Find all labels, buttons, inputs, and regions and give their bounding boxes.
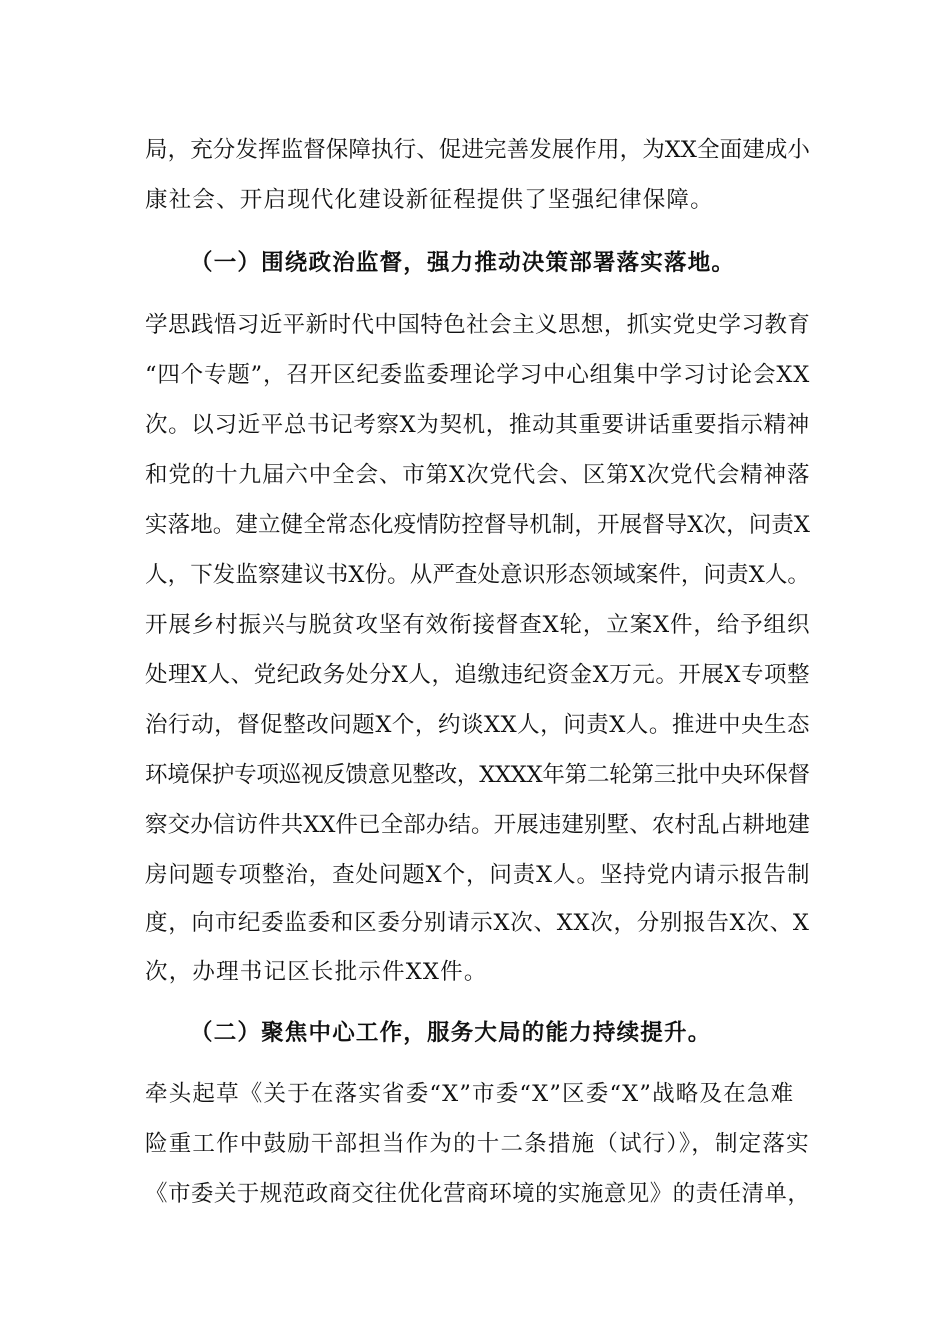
section-2-line-1: 牵头起草《关于在落实省委“X”市委“X”区委“X”战略及在急难	[145, 1081, 795, 1107]
section-2-line-3: 《市委关于规范政商交往优化营商环境的实施意见》的责任清单，	[145, 1181, 811, 1207]
section-1-line-7: 开展乡村振兴与脱贫攻坚有效衔接督查X轮，立案X件，给予组织	[145, 612, 811, 638]
section-1-line-1: 学思践悟习近平新时代中国特色社会主义思想，抓实党史学习教育	[145, 312, 811, 338]
section-1-line-14: 次，办理书记区长批示件XX件。	[145, 959, 488, 985]
section-1-heading: （一）围绕政治监督，强力推动决策部署落实落地。	[190, 250, 736, 276]
section-1-line-2: “四个专题”，召开区纪委监委理论学习中心组集中学习讨论会XX	[145, 362, 811, 388]
section-1-line-11: 察交办信访件共XX件已全部办结。开展违建别墅、农村乱占耕地建	[145, 812, 811, 838]
intro-line-1: 局，充分发挥监督保障执行、促进完善发展作用，为XX全面建成小	[145, 137, 811, 163]
section-1-line-9: 治行动，督促整改问题X个，约谈XX人，问责X人。推进中央生态	[145, 712, 811, 738]
section-1-line-10: 环境保护专项巡视反馈意见整改，XXXX年第二轮第三批中央环保督	[145, 762, 810, 788]
section-1-line-8: 处理X人、党纪政务处分X人，追缴违纪资金X万元。开展X专项整	[145, 662, 811, 688]
intro-line-2: 康社会、开启现代化建设新征程提供了坚强纪律保障。	[145, 187, 714, 213]
section-1-line-13: 度，向市纪委监委和区委分别请示X次、XX次，分别报告X次、X	[145, 910, 810, 936]
section-2-line-2: 险重工作中鼓励干部担当作为的十二条措施（试行）》，制定落实	[145, 1131, 810, 1157]
section-1-line-4: 和党的十九届六中全会、市第X次党代会、区第X次党代会精神落	[145, 462, 811, 488]
section-1-line-3: 次。以习近平总书记考察X为契机，推动其重要讲话重要指示精神	[145, 412, 810, 438]
section-1-line-6: 人，下发监察建议书X份。从严查处意识形态领域案件，问责X人。	[145, 562, 811, 588]
section-1-line-5: 实落地。建立健全常态化疫情防控督导机制，开展督导X次，问责X	[145, 512, 811, 538]
section-1-line-12: 房问题专项整治，查处问题X个，问责X人。坚持党内请示报告制	[145, 862, 811, 888]
section-2-heading: （二）聚焦中心工作，服务大局的能力持续提升。	[190, 1020, 712, 1046]
